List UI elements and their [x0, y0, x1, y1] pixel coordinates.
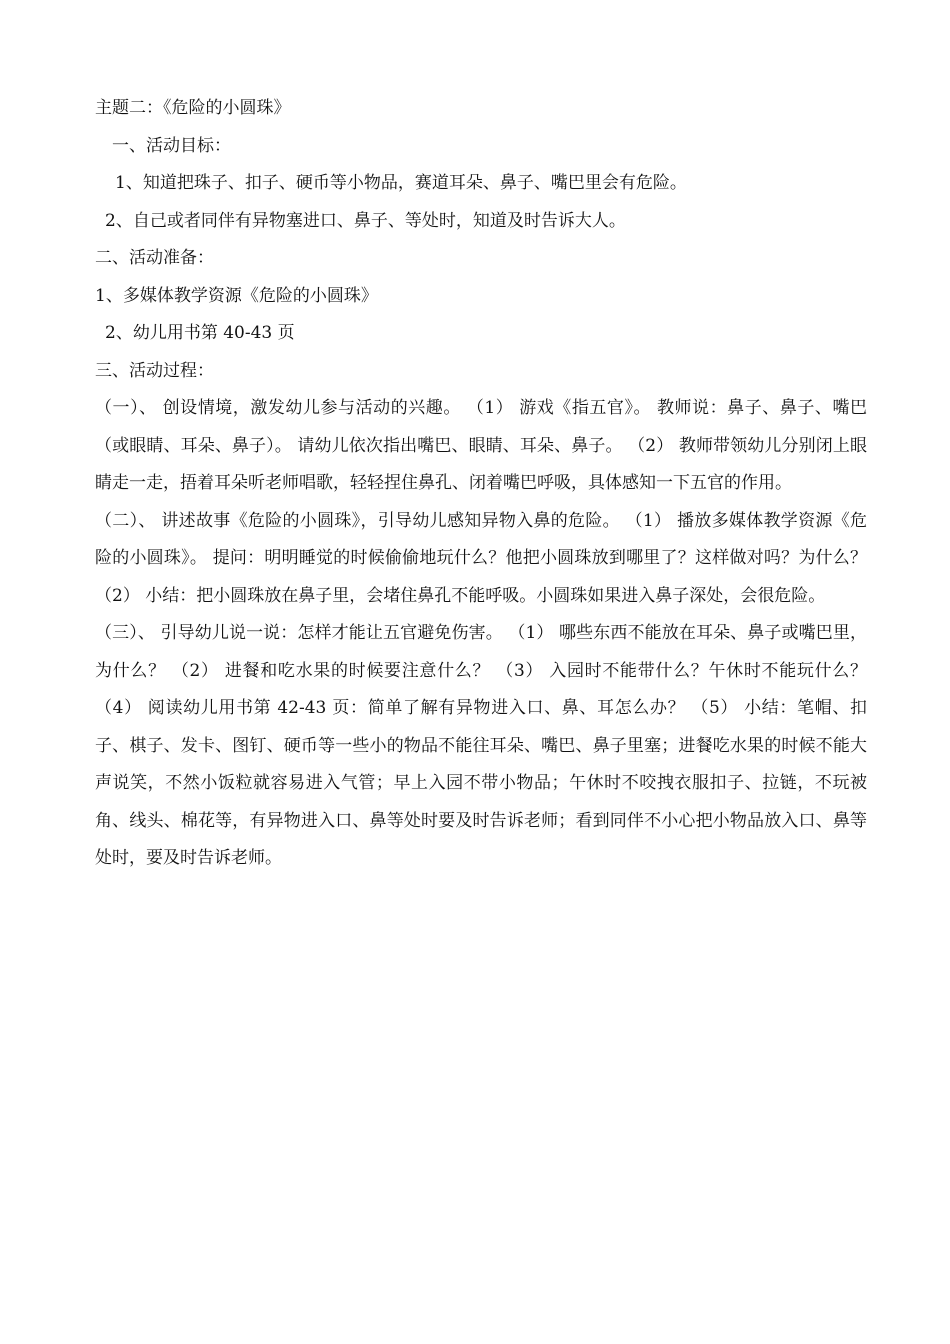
- goal-item-2: 2、自己或者同伴有异物塞进口、鼻子、等处时，知道及时告诉大人。: [105, 210, 626, 231]
- document-page: [95, 90, 867, 878]
- section-heading-process: 三、活动过程：: [95, 360, 214, 381]
- process-paragraph-3: （三）、 引导幼儿说一说：怎样才能让五官避免伤害。 （1） 哪些东西不能放在耳朵、鼻子或嘴巴里，为什么？ （2） 进餐和吃水果的时候要注意什么？ （3） 入园时不能带什么？午休时不能玩什么？ （4） 阅读幼儿用书第 42-43 页：简单了解有异物进入口、鼻、耳怎么办？ （5） 小结：笔帽、扣子、棋子、发卡、图钉、硬币等一些小的物品不能往耳朵、嘴巴、鼻子里塞；进餐吃水果的时候不能大声说笑，不然小饭粒就容易进入气管；早上入园不带小物品；午休时不咬拽衣服扣子、拉链，不玩被角、线头、棉花等，有异物进入口、鼻等处时要及时告诉老师；看到同伴不小心把小物品放入口、鼻等处时，要及时告诉老师。: [95, 623, 867, 868]
- section-heading-goals: 一、活动目标：: [112, 135, 231, 156]
- goal-item-1: 1、知道把珠子、扣子、硬币等小物品，赛道耳朵、鼻子、嘴巴里会有危险。: [115, 173, 687, 193]
- process-paragraph-2: （二）、 讲述故事《危险的小圆珠》，引导幼儿感知异物入鼻的危险。 （1） 播放多媒体教学资源《危险的小圆珠》。 提问：明明睡觉的时候偷偷地玩什么？他把小圆珠放到哪里了？这样做对吗？为什么？ （2） 小结：把小圆珠放在鼻子里，会堵住鼻孔不能呼吸。小圆珠如果进入鼻子深处，会很危险。: [95, 510, 867, 606]
- document-title: 主题二：《危险的小圆珠》: [95, 98, 291, 118]
- process-paragraph-1: （一）、 创设情境，激发幼儿参与活动的兴趣。 （1） 游戏《指五官》。 教师说：鼻子、鼻子、嘴巴（或眼睛、耳朵、鼻子）。 请幼儿依次指出嘴巴、眼睛、耳朵、鼻子。 （2） 教师带领幼儿分别闭上眼睛走一走，捂着耳朵听老师唱歌，轻轻捏住鼻孔、闭着嘴巴呼吸，具体感知一下五官的作用。: [95, 398, 867, 493]
- preparation-item-1: 1、多媒体教学资源《危险的小圆珠》: [95, 285, 378, 306]
- preparation-item-2: 2、幼儿用书第 40-43 页: [105, 323, 295, 343]
- section-heading-preparation: 二、活动准备：: [95, 248, 214, 268]
